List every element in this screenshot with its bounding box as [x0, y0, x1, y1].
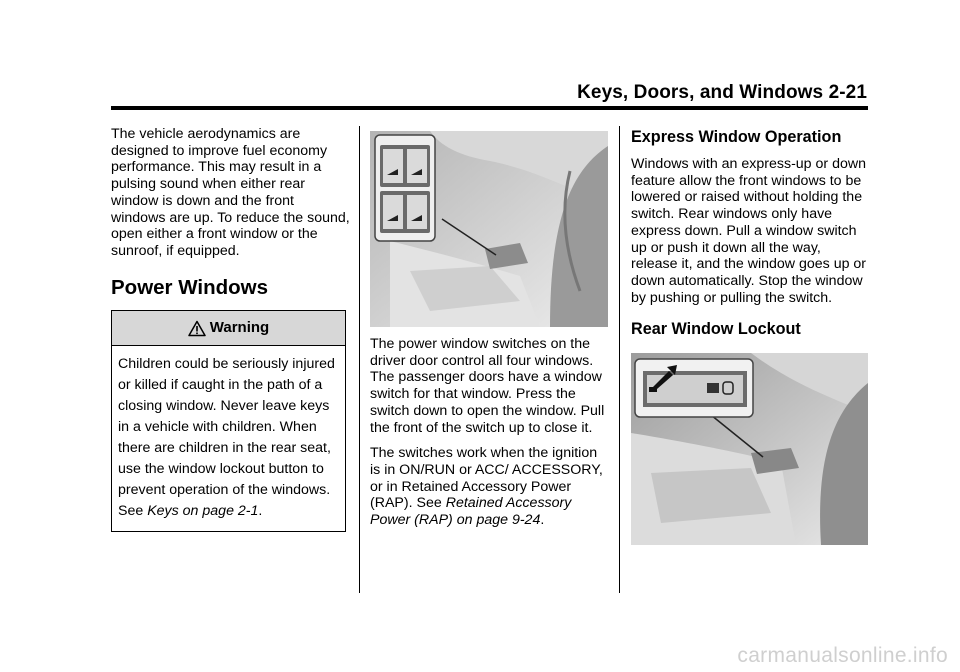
express-window-heading: Express Window Operation [631, 128, 842, 146]
ignition-tail: . [540, 512, 545, 529]
header-rule [111, 106, 868, 110]
column-1 [111, 126, 351, 532]
power-window-switches-image [370, 131, 608, 327]
power-windows-heading: Power Windows [111, 275, 268, 299]
column-divider-1 [359, 126, 360, 593]
warning-header [112, 311, 345, 346]
warning-box [111, 310, 346, 532]
watermark: carmanualsonline.info [737, 644, 948, 667]
warning-tail: . [258, 503, 263, 520]
column-divider-2 [619, 126, 620, 593]
rap-link[interactable]: Retained Accessory Power (RAP) on page 9-24 [370, 495, 572, 529]
page-header: Keys, Doors, and Windows 2-21 [577, 82, 867, 103]
column-3 [631, 126, 871, 545]
warning-label: Warning [209, 318, 270, 336]
express-paragraph: Windows with an express-up or down feature allow the front windows to be lowered or raised without holding the switch. Rear windows only have express down. Pull a window switch up or push it down all the way, release it, and the window goes up or down automatically. Stop the window by pushing or pulling the switch. [631, 156, 867, 306]
rear-lockout-heading: Rear Window Lockout [631, 320, 801, 339]
ignition-text: The switches work when the ignition is in ON/RUN or ACC/ ACCESSORY, or in Retained Accessory Power (RAP). See [370, 445, 603, 512]
switches-paragraph: The power window switches on the driver door control all four windows. The passenger doors have a window switch for that window. Press the switch down to open the window. Pull the front of the switch up to close it. [370, 336, 605, 436]
intro-paragraph: The vehicle aerodynamics are designed to improve fuel economy performance. This may result in a pulsing sound when either rear window is down and the front windows are up. To reduce the sound, open either a front window or the sunroof, if equipped. [111, 126, 350, 259]
rear-window-lockout-image [631, 353, 868, 545]
column-2 [370, 126, 610, 538]
warning-text [112, 346, 345, 531]
keys-link[interactable]: Keys on page 2-1 [147, 503, 259, 520]
warning-body: Children could be seriously injured or killed if caught in the path of a closing window. Never leave keys in a vehicle with children. When there are children in the rear seat, use the window lockout button to prevent operation of the windows. See [118, 356, 335, 520]
warning-triangle-icon [188, 320, 206, 337]
ignition-paragraph [370, 445, 610, 529]
